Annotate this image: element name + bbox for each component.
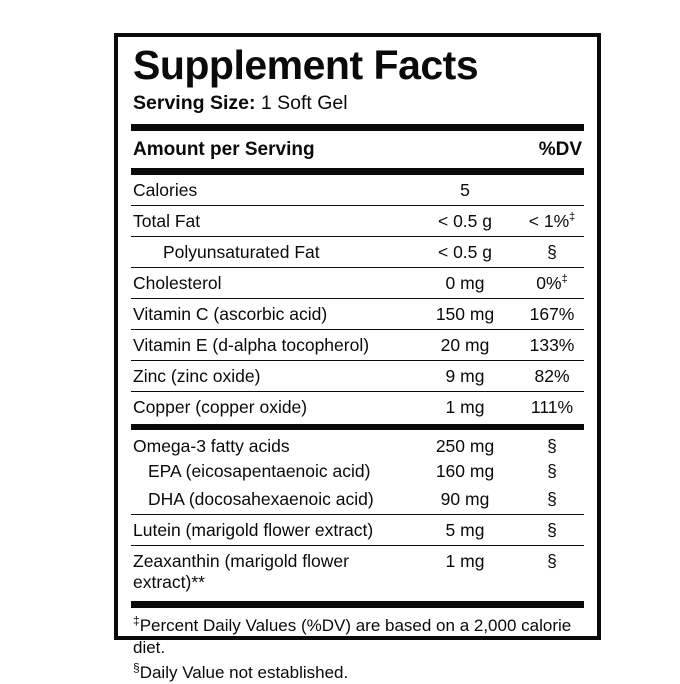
column-header-dv: %DV xyxy=(538,139,582,160)
row-name: Vitamin C (ascorbic acid) xyxy=(133,304,328,324)
row-name: DHA (docosahexaenoic acid) xyxy=(148,489,374,509)
table-header-row xyxy=(131,131,584,168)
table-row xyxy=(131,268,584,299)
row-amount: 5 mg xyxy=(445,520,485,540)
row-name: Copper (copper oxide) xyxy=(133,397,308,417)
row-dv: 167% xyxy=(529,304,575,324)
thick-divider-header xyxy=(131,168,584,175)
thick-divider xyxy=(131,424,584,430)
row-name: Polyunsaturated Fat xyxy=(163,242,320,262)
row-amount: 0 mg xyxy=(445,273,485,293)
page-title: Supplement Facts xyxy=(133,42,479,88)
row-name: Total Fat xyxy=(133,211,201,231)
row-amount: 160 mg xyxy=(435,461,495,481)
row-amount: 150 mg xyxy=(435,304,495,324)
row-name: Omega-3 fatty acids xyxy=(133,435,290,456)
serving-size-label: Serving Size: xyxy=(133,92,256,114)
row-dv: § xyxy=(547,461,557,481)
row-name: Lutein (marigold flower extract) xyxy=(133,520,374,540)
row-amount: 1 mg xyxy=(445,397,485,417)
table-row xyxy=(131,392,584,422)
table-row xyxy=(131,206,584,237)
footnotes xyxy=(131,612,584,684)
footnote: ‡Percent Daily Values (%DV) are based on a 2,000 calorie diet. xyxy=(133,613,572,658)
footnote-symbol: § xyxy=(133,660,140,675)
row-amount: 1 mg xyxy=(445,551,485,571)
row-amount: < 0.5 g xyxy=(437,242,492,262)
footnote-symbol: ‡ xyxy=(133,613,140,628)
table-row xyxy=(131,433,584,459)
supplement-facts-label xyxy=(114,33,601,682)
row-dv: § xyxy=(547,435,557,456)
row-dv: § xyxy=(547,242,557,262)
row-amount: 9 mg xyxy=(445,366,485,386)
table-row xyxy=(131,546,584,597)
row-dv: 0%‡ xyxy=(536,273,568,293)
row-amount: 20 mg xyxy=(440,335,490,355)
facts-table xyxy=(131,175,584,608)
row-name: Zinc (zinc oxide) xyxy=(133,366,261,386)
row-amount: 90 mg xyxy=(440,489,490,509)
table-row xyxy=(131,330,584,361)
row-dv: § xyxy=(547,489,557,509)
dv-footnote-mark: ‡ xyxy=(561,273,568,286)
row-amount: 5 xyxy=(460,180,470,200)
serving-size-value: 1 Soft Gel xyxy=(260,92,348,114)
table-row xyxy=(131,299,584,330)
dv-footnote-mark: ‡ xyxy=(569,211,576,224)
row-name: Cholesterol xyxy=(133,273,222,293)
column-header-amount: Amount per Serving xyxy=(133,139,315,160)
table-row xyxy=(131,515,584,546)
row-dv: 133% xyxy=(529,335,575,355)
row-name: Zeaxanthin (marigold flower extract)** xyxy=(133,551,349,592)
row-dv: 111% xyxy=(530,397,574,417)
row-dv: < 1%‡ xyxy=(528,211,576,231)
row-dv: § xyxy=(547,520,557,540)
thick-divider xyxy=(131,601,584,608)
row-name: EPA (eicosapentaenoic acid) xyxy=(148,461,371,481)
row-amount: 250 mg xyxy=(435,435,495,456)
row-name: Vitamin E (d-alpha tocopherol) xyxy=(133,335,370,355)
serving-size xyxy=(133,92,584,115)
table-row xyxy=(131,175,584,206)
row-dv: § xyxy=(547,551,557,571)
row-dv: 82% xyxy=(534,366,570,386)
table-row xyxy=(131,459,584,485)
table-row xyxy=(131,361,584,392)
row-amount: < 0.5 g xyxy=(437,211,492,231)
table-row xyxy=(131,484,584,515)
thick-divider-top xyxy=(131,124,584,131)
footnote: §Daily Value not established. xyxy=(133,660,349,682)
table-row xyxy=(131,237,584,268)
row-name: Calories xyxy=(133,180,198,200)
